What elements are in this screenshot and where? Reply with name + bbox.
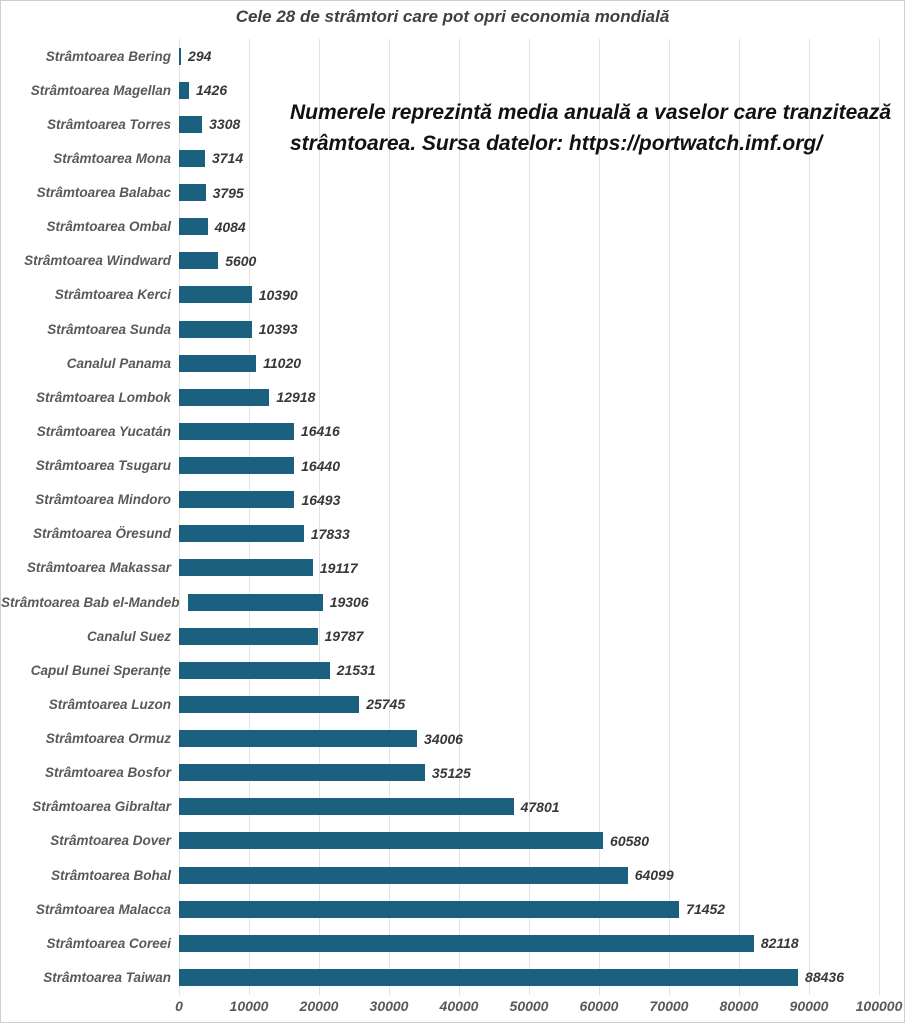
value-label: 12918 — [276, 389, 316, 406]
value-label: 10393 — [258, 321, 298, 338]
x-tick-label: 60000 — [579, 998, 619, 1014]
bar-row — [1, 892, 904, 926]
value-label: 64099 — [634, 867, 674, 884]
category-label: Strâmtoarea Malacca — [35, 901, 171, 917]
bar — [188, 594, 323, 611]
x-tick-label: 10000 — [229, 998, 269, 1014]
bar-row — [1, 756, 904, 790]
bar — [179, 218, 208, 235]
bar-row — [1, 551, 904, 585]
chart-title: Cele 28 de strâmtori care pot opri economia mondială — [235, 7, 670, 26]
value-label: 17833 — [310, 525, 350, 542]
bar — [179, 82, 189, 99]
category-label: Canalul Panama — [66, 355, 171, 371]
value-label: 25745 — [366, 696, 406, 713]
bar — [179, 525, 304, 542]
bar — [179, 491, 294, 508]
value-label: 3795 — [212, 184, 244, 201]
value-label: 16416 — [300, 423, 340, 440]
bar-row — [1, 483, 904, 517]
category-label: Strâmtoarea Bosfor — [44, 765, 171, 781]
bar-row — [1, 346, 904, 380]
annotation-line-1: Numerele reprezintă media anuală a vaselor care tranzitează — [290, 101, 892, 124]
category-label: Strâmtoarea Kerci — [54, 287, 171, 303]
bar — [179, 935, 754, 952]
x-tick-label: 90000 — [789, 998, 829, 1014]
bar-row — [1, 176, 904, 210]
bar — [179, 321, 252, 338]
category-label: Strâmtoarea Makassar — [26, 560, 171, 576]
bar-row — [1, 414, 904, 448]
x-tick-label: 50000 — [509, 998, 549, 1014]
category-label: Strâmtoarea Tsugaru — [35, 458, 171, 474]
category-label: Strâmtoarea Luzon — [48, 696, 171, 712]
x-tick-label: 70000 — [649, 998, 689, 1014]
bar — [179, 730, 417, 747]
value-label: 60580 — [610, 832, 649, 849]
value-label: 294 — [188, 48, 212, 65]
category-label: Capul Bunei Speranțe — [30, 662, 171, 678]
bar-row — [1, 960, 904, 994]
x-tick-label: 40000 — [439, 998, 479, 1014]
bar — [179, 150, 205, 167]
category-label: Strâmtoarea Ombal — [46, 219, 171, 235]
category-label: Strâmtoarea Coreei — [46, 935, 171, 951]
category-label: Canalul Suez — [86, 628, 171, 644]
value-label: 19306 — [329, 594, 369, 611]
annotation-line-2: strâmtoarea. Sursa datelor: https://portwatch.imf.org/ — [290, 132, 823, 155]
value-label: 3714 — [211, 150, 244, 167]
x-tick-label: 30000 — [369, 998, 409, 1014]
bar-row — [1, 687, 904, 721]
value-label: 3308 — [209, 116, 241, 133]
bar-row — [1, 312, 904, 346]
x-tick-label: 100000 — [855, 998, 903, 1014]
category-label: Strâmtoarea Gibraltar — [32, 799, 171, 815]
bar-row — [1, 585, 904, 619]
bar-row — [1, 858, 904, 892]
bar — [179, 286, 252, 303]
bar-row — [1, 244, 904, 278]
category-label: Strâmtoarea Lombok — [35, 389, 171, 405]
value-label: 47801 — [520, 798, 560, 815]
category-label: Strâmtoarea Yucatán — [36, 423, 171, 439]
bar — [179, 252, 218, 269]
bar-row — [1, 926, 904, 960]
bar — [179, 798, 514, 815]
category-label: Strâmtoarea Balabac — [36, 185, 171, 201]
x-tick-label: 20000 — [299, 998, 339, 1014]
category-label: Strâmtoarea Mindoro — [35, 492, 171, 508]
category-label: Strâmtoarea Bohal — [50, 867, 171, 883]
value-label: 1426 — [195, 82, 228, 99]
bar — [179, 559, 313, 576]
bar — [179, 901, 679, 918]
category-label: Strâmtoarea Bab el-Mandeb — [1, 594, 180, 610]
bar-row — [1, 722, 904, 756]
category-label: Strâmtoarea Bering — [45, 48, 171, 64]
value-label: 16493 — [301, 491, 341, 508]
bar-row — [1, 39, 904, 73]
x-tick-label: 0 — [175, 998, 183, 1014]
bar — [179, 116, 202, 133]
bar — [179, 969, 798, 986]
value-label: 4084 — [214, 218, 246, 235]
bar — [179, 662, 330, 679]
bar — [179, 764, 425, 781]
bar-row — [1, 619, 904, 653]
bar — [179, 457, 294, 474]
bar — [179, 867, 628, 884]
value-label: 10390 — [258, 286, 298, 303]
value-label: 16440 — [301, 457, 341, 474]
value-label: 5600 — [225, 252, 257, 269]
category-label: Strâmtoarea Sunda — [47, 321, 171, 337]
bar — [179, 48, 181, 65]
category-label: Strâmtoarea Taiwan — [43, 969, 171, 985]
value-label: 88436 — [805, 969, 844, 986]
bar-row — [1, 449, 904, 483]
bar-row — [1, 517, 904, 551]
bar-row — [1, 790, 904, 824]
value-label: 35125 — [431, 764, 471, 781]
category-label: Strâmtoarea Magellan — [30, 82, 171, 98]
bar — [179, 184, 206, 201]
value-label: 19787 — [324, 628, 364, 645]
bar — [179, 628, 318, 645]
bar — [179, 389, 269, 406]
bar-row — [1, 824, 904, 858]
category-label: Strâmtoarea Windward — [24, 253, 171, 269]
value-label: 21531 — [336, 662, 376, 679]
bar — [179, 696, 359, 713]
category-label: Strâmtoarea Torres — [46, 116, 171, 132]
x-axis — [1, 998, 904, 1020]
category-label: Strâmtoarea Ormuz — [45, 731, 171, 747]
value-label: 11020 — [263, 355, 302, 372]
x-tick-label: 80000 — [719, 998, 759, 1014]
bar — [179, 423, 294, 440]
bar — [179, 355, 256, 372]
bar-row — [1, 380, 904, 414]
category-label: Strâmtoarea Mona — [53, 150, 171, 166]
annotation-text — [290, 97, 891, 159]
bar-row — [1, 653, 904, 687]
bar-rows-container — [1, 39, 904, 995]
category-label: Strâmtoarea Dover — [50, 833, 171, 849]
bar-row — [1, 210, 904, 244]
category-label: Strâmtoarea Öresund — [32, 526, 171, 542]
value-label: 34006 — [424, 730, 463, 747]
value-label: 19117 — [319, 559, 358, 576]
value-label: 82118 — [760, 935, 799, 952]
bar — [179, 832, 603, 849]
bar-row — [1, 278, 904, 312]
value-label: 71452 — [686, 901, 726, 918]
